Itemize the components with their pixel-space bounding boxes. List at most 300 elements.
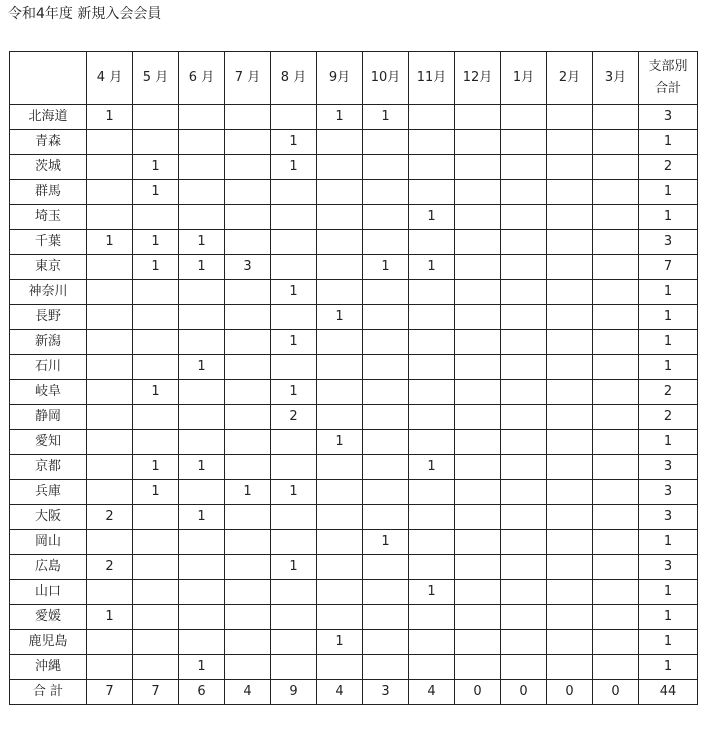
- month-count-cell: [179, 480, 225, 505]
- table-row: [10, 605, 698, 630]
- total-header-line2: 合計: [654, 81, 681, 96]
- month-count-cell: [547, 605, 593, 630]
- region-name: 茨城: [10, 155, 87, 180]
- region-name: 神奈川: [10, 280, 87, 305]
- month-count-cell: [179, 180, 225, 205]
- month-count-cell: [363, 580, 409, 605]
- row-total-cell: 3: [639, 555, 698, 580]
- month-count-cell: [179, 330, 225, 355]
- month-count-cell: [317, 555, 363, 580]
- month-count-cell: [271, 630, 317, 655]
- table-row: [10, 455, 698, 480]
- month-count-cell: [317, 180, 363, 205]
- month-count-cell: [409, 105, 455, 130]
- month-count-cell: [317, 155, 363, 180]
- month-count-cell: [225, 205, 271, 230]
- month-count-cell: [593, 630, 639, 655]
- row-total-cell: 1: [639, 330, 698, 355]
- month-count-cell: [363, 280, 409, 305]
- month-count-cell: [225, 630, 271, 655]
- month-count-cell: [409, 280, 455, 305]
- month-count-cell: [179, 430, 225, 455]
- month-count-cell: [363, 630, 409, 655]
- month-count-cell: [547, 280, 593, 305]
- row-total-cell: 1: [639, 130, 698, 155]
- table-row: [10, 305, 698, 330]
- month-count-cell: 1: [133, 380, 179, 405]
- month-count-cell: [547, 130, 593, 155]
- month-count-cell: [455, 105, 501, 130]
- month-count-cell: [179, 605, 225, 630]
- month-count-cell: [179, 205, 225, 230]
- region-name: 群馬: [10, 180, 87, 205]
- month-count-cell: [87, 480, 133, 505]
- month-count-cell: [593, 130, 639, 155]
- month-count-cell: 2: [87, 505, 133, 530]
- region-name: 大阪: [10, 505, 87, 530]
- month-count-cell: 1: [271, 555, 317, 580]
- month-count-cell: [363, 355, 409, 380]
- month-count-cell: [547, 430, 593, 455]
- month-count-cell: [133, 530, 179, 555]
- month-count-cell: [547, 530, 593, 555]
- table-row: [10, 430, 698, 455]
- month-count-cell: [501, 355, 547, 380]
- month-count-cell: 9: [271, 680, 317, 705]
- month-count-cell: [547, 630, 593, 655]
- month-count-cell: [225, 380, 271, 405]
- month-count-cell: [87, 380, 133, 405]
- month-count-cell: [455, 505, 501, 530]
- table-row: [10, 505, 698, 530]
- month-count-cell: [409, 480, 455, 505]
- month-count-cell: [363, 430, 409, 455]
- month-count-cell: [317, 205, 363, 230]
- row-total-cell: 2: [639, 155, 698, 180]
- month-count-cell: [225, 455, 271, 480]
- month-count-cell: 1: [133, 455, 179, 480]
- table-body: [10, 105, 698, 705]
- month-count-cell: [179, 530, 225, 555]
- month-count-cell: [409, 655, 455, 680]
- month-count-cell: [501, 605, 547, 630]
- row-total-cell: 1: [639, 355, 698, 380]
- month-count-cell: [455, 530, 501, 555]
- month-count-cell: [225, 280, 271, 305]
- month-count-cell: [225, 230, 271, 255]
- month-count-cell: [501, 555, 547, 580]
- month-count-cell: 1: [133, 155, 179, 180]
- month-count-cell: [317, 655, 363, 680]
- month-count-cell: 1: [317, 105, 363, 130]
- row-total-cell: 3: [639, 480, 698, 505]
- month-count-cell: 1: [317, 630, 363, 655]
- month-count-cell: [363, 330, 409, 355]
- month-count-cell: [317, 130, 363, 155]
- row-total-cell: 1: [639, 430, 698, 455]
- month-count-cell: 2: [271, 405, 317, 430]
- month-count-cell: 3: [225, 255, 271, 280]
- region-name: 北海道: [10, 105, 87, 130]
- month-count-cell: 1: [87, 230, 133, 255]
- month-count-cell: [547, 205, 593, 230]
- month-count-cell: [547, 655, 593, 680]
- table-row: [10, 255, 698, 280]
- month-count-cell: [593, 230, 639, 255]
- month-count-cell: [271, 655, 317, 680]
- month-count-cell: [455, 330, 501, 355]
- month-count-cell: [547, 230, 593, 255]
- month-count-cell: [501, 280, 547, 305]
- month-count-cell: [593, 330, 639, 355]
- month-count-cell: [409, 405, 455, 430]
- month-count-cell: [225, 655, 271, 680]
- month-count-cell: [593, 505, 639, 530]
- month-count-cell: [593, 530, 639, 555]
- region-name: 兵庫: [10, 480, 87, 505]
- month-count-cell: [363, 180, 409, 205]
- month-count-cell: [593, 405, 639, 430]
- month-count-cell: [501, 305, 547, 330]
- month-count-cell: [225, 530, 271, 555]
- month-count-cell: [409, 555, 455, 580]
- month-count-cell: 1: [133, 180, 179, 205]
- month-count-cell: [179, 155, 225, 180]
- month-count-cell: 1: [409, 455, 455, 480]
- month-count-cell: 1: [225, 480, 271, 505]
- table-row: [10, 555, 698, 580]
- month-count-cell: [271, 455, 317, 480]
- month-count-cell: [317, 530, 363, 555]
- month-count-cell: [409, 380, 455, 405]
- table-row: [10, 230, 698, 255]
- month-count-cell: [593, 655, 639, 680]
- month-header: 1月: [501, 52, 547, 105]
- month-count-cell: [363, 555, 409, 580]
- table-row: [10, 480, 698, 505]
- month-count-cell: [87, 130, 133, 155]
- month-count-cell: [87, 655, 133, 680]
- table-row: [10, 655, 698, 680]
- month-count-cell: [363, 130, 409, 155]
- month-header: 2月: [547, 52, 593, 105]
- month-count-cell: 1: [409, 255, 455, 280]
- table-row: [10, 405, 698, 430]
- month-count-cell: [409, 505, 455, 530]
- month-count-cell: [501, 455, 547, 480]
- month-count-cell: [547, 180, 593, 205]
- month-count-cell: 1: [409, 205, 455, 230]
- month-count-cell: [455, 555, 501, 580]
- month-count-cell: 1: [317, 305, 363, 330]
- month-count-cell: 1: [271, 330, 317, 355]
- month-count-cell: 4: [409, 680, 455, 705]
- row-total-cell: 1: [639, 630, 698, 655]
- month-count-cell: [87, 530, 133, 555]
- month-count-cell: [455, 305, 501, 330]
- month-count-cell: [593, 255, 639, 280]
- month-count-cell: [547, 580, 593, 605]
- month-count-cell: [409, 180, 455, 205]
- month-count-cell: [271, 430, 317, 455]
- month-count-cell: [409, 330, 455, 355]
- month-count-cell: [317, 505, 363, 530]
- month-count-cell: [501, 155, 547, 180]
- month-count-cell: [179, 405, 225, 430]
- month-count-cell: 1: [179, 255, 225, 280]
- month-count-cell: 0: [547, 680, 593, 705]
- corner-cell: [10, 52, 87, 105]
- month-count-cell: [501, 105, 547, 130]
- table-row: [10, 380, 698, 405]
- month-count-cell: [87, 255, 133, 280]
- month-count-cell: 1: [87, 105, 133, 130]
- month-count-cell: [363, 380, 409, 405]
- month-count-cell: [225, 355, 271, 380]
- header-row: [10, 52, 698, 105]
- month-count-cell: 2: [87, 555, 133, 580]
- month-header: 9月: [317, 52, 363, 105]
- month-count-cell: [271, 530, 317, 555]
- month-count-cell: 4: [317, 680, 363, 705]
- month-count-cell: [547, 405, 593, 430]
- month-count-cell: [133, 355, 179, 380]
- table-row: [10, 355, 698, 380]
- month-count-cell: [317, 330, 363, 355]
- month-count-cell: 0: [455, 680, 501, 705]
- month-count-cell: [593, 430, 639, 455]
- month-count-cell: [409, 305, 455, 330]
- month-count-cell: [133, 580, 179, 605]
- month-count-cell: [455, 405, 501, 430]
- row-total-cell: 1: [639, 305, 698, 330]
- region-name: 長野: [10, 305, 87, 330]
- month-count-cell: [225, 305, 271, 330]
- region-name: 鹿児島: [10, 630, 87, 655]
- month-count-cell: 1: [317, 430, 363, 455]
- month-count-cell: [179, 630, 225, 655]
- month-count-cell: [225, 580, 271, 605]
- month-count-cell: [547, 355, 593, 380]
- month-count-cell: [547, 155, 593, 180]
- month-count-cell: [501, 630, 547, 655]
- month-count-cell: [455, 630, 501, 655]
- month-count-cell: [501, 380, 547, 405]
- region-name: 青森: [10, 130, 87, 155]
- month-count-cell: 1: [179, 355, 225, 380]
- month-count-cell: [271, 305, 317, 330]
- month-count-cell: [547, 555, 593, 580]
- region-name: 京都: [10, 455, 87, 480]
- month-count-cell: [501, 230, 547, 255]
- month-count-cell: [225, 405, 271, 430]
- region-name: 新潟: [10, 330, 87, 355]
- month-count-cell: [455, 430, 501, 455]
- region-name: 岡山: [10, 530, 87, 555]
- row-total-cell: 1: [639, 580, 698, 605]
- table-row: [10, 180, 698, 205]
- month-count-cell: [363, 305, 409, 330]
- month-count-cell: [501, 505, 547, 530]
- document-title: 令和4年度 新規入会会員: [8, 6, 162, 22]
- month-count-cell: 1: [179, 230, 225, 255]
- month-count-cell: [179, 305, 225, 330]
- row-total-cell: 2: [639, 405, 698, 430]
- month-count-cell: [225, 155, 271, 180]
- month-count-cell: [455, 455, 501, 480]
- month-count-cell: [455, 230, 501, 255]
- table-row: [10, 630, 698, 655]
- month-count-cell: [547, 255, 593, 280]
- month-count-cell: [87, 155, 133, 180]
- row-total-cell: 1: [639, 280, 698, 305]
- month-count-cell: [363, 230, 409, 255]
- month-count-cell: [133, 655, 179, 680]
- row-total-cell: 44: [639, 680, 698, 705]
- region-name: 山口: [10, 580, 87, 605]
- month-count-cell: [133, 305, 179, 330]
- month-count-cell: [271, 580, 317, 605]
- month-count-cell: 1: [409, 580, 455, 605]
- month-count-cell: 1: [87, 605, 133, 630]
- region-name: 岐阜: [10, 380, 87, 405]
- month-count-cell: [271, 355, 317, 380]
- month-count-cell: [455, 255, 501, 280]
- month-count-cell: [363, 505, 409, 530]
- month-count-cell: [455, 205, 501, 230]
- month-count-cell: [225, 330, 271, 355]
- region-name: 千葉: [10, 230, 87, 255]
- region-name: 愛知: [10, 430, 87, 455]
- month-count-cell: [547, 305, 593, 330]
- month-count-cell: [593, 380, 639, 405]
- month-count-cell: 1: [363, 105, 409, 130]
- month-count-cell: [593, 555, 639, 580]
- month-count-cell: 1: [179, 655, 225, 680]
- month-count-cell: [409, 605, 455, 630]
- month-count-cell: [133, 130, 179, 155]
- month-header: 7 月: [225, 52, 271, 105]
- month-count-cell: [133, 630, 179, 655]
- month-count-cell: 0: [593, 680, 639, 705]
- row-total-cell: 1: [639, 655, 698, 680]
- membership-table: [9, 51, 698, 705]
- month-count-cell: [455, 655, 501, 680]
- month-count-cell: [225, 505, 271, 530]
- row-total-cell: 3: [639, 230, 698, 255]
- month-count-cell: [593, 355, 639, 380]
- region-name: 埼玉: [10, 205, 87, 230]
- month-count-cell: [179, 280, 225, 305]
- month-count-cell: [501, 655, 547, 680]
- month-count-cell: 1: [179, 505, 225, 530]
- month-count-cell: [547, 380, 593, 405]
- month-count-cell: [409, 230, 455, 255]
- month-count-cell: [271, 605, 317, 630]
- month-count-cell: [133, 430, 179, 455]
- month-count-cell: [225, 105, 271, 130]
- month-count-cell: 1: [363, 255, 409, 280]
- month-header: 5 月: [133, 52, 179, 105]
- month-count-cell: [455, 180, 501, 205]
- row-total-cell: 1: [639, 530, 698, 555]
- month-count-cell: [409, 355, 455, 380]
- region-name: 愛媛: [10, 605, 87, 630]
- month-count-cell: [501, 430, 547, 455]
- month-count-cell: [225, 130, 271, 155]
- month-count-cell: [593, 205, 639, 230]
- month-count-cell: [317, 380, 363, 405]
- month-count-cell: [455, 580, 501, 605]
- month-count-cell: [133, 280, 179, 305]
- month-count-cell: 1: [179, 455, 225, 480]
- table-row: [10, 130, 698, 155]
- month-count-cell: [87, 330, 133, 355]
- month-count-cell: 1: [271, 480, 317, 505]
- month-count-cell: [547, 105, 593, 130]
- month-header: 11月: [409, 52, 455, 105]
- month-count-cell: [593, 180, 639, 205]
- month-count-cell: [409, 630, 455, 655]
- month-count-cell: [317, 280, 363, 305]
- month-count-cell: [409, 155, 455, 180]
- month-header: 4 月: [87, 52, 133, 105]
- month-count-cell: [317, 480, 363, 505]
- month-count-cell: [501, 530, 547, 555]
- month-count-cell: [455, 480, 501, 505]
- month-count-cell: 1: [271, 155, 317, 180]
- month-count-cell: 6: [179, 680, 225, 705]
- month-count-cell: [317, 255, 363, 280]
- region-name: 沖縄: [10, 655, 87, 680]
- month-count-cell: [317, 580, 363, 605]
- month-count-cell: [363, 155, 409, 180]
- month-count-cell: 0: [501, 680, 547, 705]
- month-count-cell: [87, 405, 133, 430]
- month-count-cell: [133, 205, 179, 230]
- month-count-cell: [317, 230, 363, 255]
- month-count-cell: [501, 580, 547, 605]
- month-count-cell: [593, 480, 639, 505]
- month-count-cell: [363, 480, 409, 505]
- table-row: [10, 155, 698, 180]
- row-total-cell: 2: [639, 380, 698, 405]
- month-count-cell: [133, 105, 179, 130]
- sum-row: [10, 680, 698, 705]
- month-count-cell: [87, 205, 133, 230]
- month-header: 10月: [363, 52, 409, 105]
- month-count-cell: 1: [271, 280, 317, 305]
- month-count-cell: [547, 480, 593, 505]
- month-count-cell: [501, 480, 547, 505]
- month-count-cell: [501, 255, 547, 280]
- row-total-cell: 3: [639, 505, 698, 530]
- month-count-cell: [317, 605, 363, 630]
- month-header: 6 月: [179, 52, 225, 105]
- month-count-cell: [179, 555, 225, 580]
- month-count-cell: [225, 180, 271, 205]
- month-count-cell: [363, 405, 409, 430]
- month-count-cell: [593, 305, 639, 330]
- region-name: 東京: [10, 255, 87, 280]
- month-count-cell: [317, 355, 363, 380]
- month-header: 8 月: [271, 52, 317, 105]
- month-count-cell: 7: [133, 680, 179, 705]
- table-row: [10, 530, 698, 555]
- month-count-cell: [455, 355, 501, 380]
- table-row: [10, 580, 698, 605]
- month-count-cell: [133, 505, 179, 530]
